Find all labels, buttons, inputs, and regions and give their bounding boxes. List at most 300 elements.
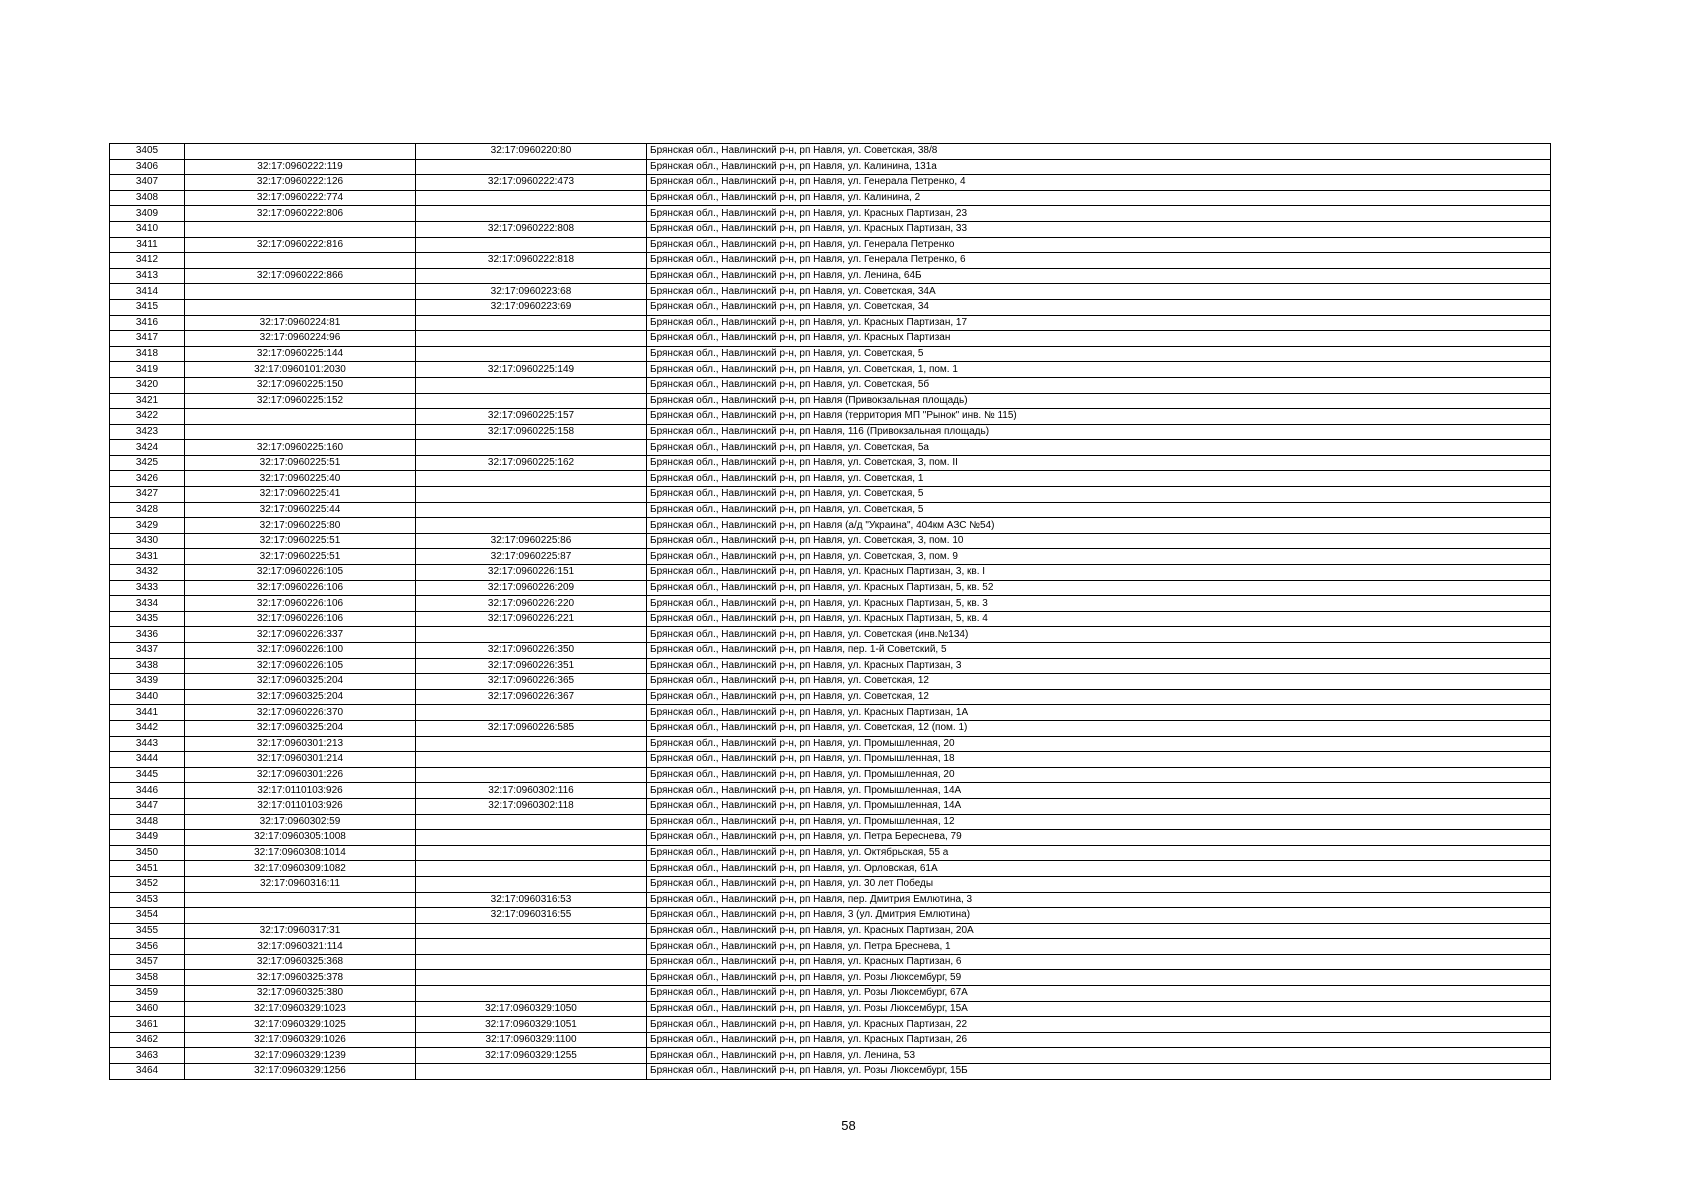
related-cadastral-number-cell <box>416 861 647 877</box>
row-number-cell: 3421 <box>110 393 185 409</box>
related-cadastral-number-cell: 32:17:0960329:1255 <box>416 1048 647 1064</box>
row-number-cell: 3449 <box>110 830 185 846</box>
cadastral-number-cell: 32:17:0960226:106 <box>185 580 416 596</box>
related-cadastral-number-cell <box>416 1064 647 1080</box>
table-row <box>110 315 1551 331</box>
property-table-body <box>110 144 1551 1080</box>
table-row <box>110 658 1551 674</box>
cadastral-number-cell <box>185 144 416 160</box>
address-cell: Брянская обл., Навлинский р-н, рп Навля, ул. Советская, 5б <box>647 377 1551 393</box>
address-cell: Брянская обл., Навлинский р-н, рп Навля, ул. Красных Партизан, 20А <box>647 923 1551 939</box>
table-row <box>110 487 1551 503</box>
table-row <box>110 830 1551 846</box>
table-row <box>110 409 1551 425</box>
cadastral-number-cell: 32:17:0960225:44 <box>185 502 416 518</box>
address-cell: Брянская обл., Навлинский р-н, рп Навля, ул. 30 лет Победы <box>647 876 1551 892</box>
related-cadastral-number-cell: 32:17:0960226:151 <box>416 565 647 581</box>
cadastral-number-cell: 32:17:0960329:1026 <box>185 1032 416 1048</box>
table-row <box>110 643 1551 659</box>
address-cell: Брянская обл., Навлинский р-н, рп Навля, ул. Советская, 5 <box>647 502 1551 518</box>
related-cadastral-number-cell: 32:17:0960316:55 <box>416 908 647 924</box>
table-row <box>110 377 1551 393</box>
related-cadastral-number-cell <box>416 331 647 347</box>
cadastral-number-cell: 32:17:0960329:1023 <box>185 1001 416 1017</box>
row-number-cell: 3412 <box>110 253 185 269</box>
related-cadastral-number-cell: 32:17:0960225:157 <box>416 409 647 425</box>
row-number-cell: 3439 <box>110 674 185 690</box>
row-number-cell: 3431 <box>110 549 185 565</box>
cadastral-number-cell: 32:17:0960222:866 <box>185 268 416 284</box>
address-cell: Брянская обл., Навлинский р-н, рп Навля, ул. Советская, 38/8 <box>647 144 1551 160</box>
address-cell: Брянская обл., Навлинский р-н, рп Навля, ул. Советская, 5 <box>647 487 1551 503</box>
row-number-cell: 3427 <box>110 487 185 503</box>
table-row <box>110 190 1551 206</box>
cadastral-number-cell: 32:17:0960308:1014 <box>185 845 416 861</box>
cadastral-number-cell: 32:17:0960302:59 <box>185 814 416 830</box>
related-cadastral-number-cell: 32:17:0960329:1050 <box>416 1001 647 1017</box>
row-number-cell: 3418 <box>110 346 185 362</box>
related-cadastral-number-cell <box>416 377 647 393</box>
cadastral-number-cell: 32:17:0960224:81 <box>185 315 416 331</box>
address-cell: Брянская обл., Навлинский р-н, рп Навля, ул. Советская, 12 (пом. 1) <box>647 720 1551 736</box>
table-row <box>110 253 1551 269</box>
related-cadastral-number-cell <box>416 845 647 861</box>
related-cadastral-number-cell: 32:17:0960316:53 <box>416 892 647 908</box>
row-number-cell: 3432 <box>110 565 185 581</box>
cadastral-number-cell: 32:17:0110103:926 <box>185 783 416 799</box>
cadastral-number-cell: 32:17:0960225:41 <box>185 487 416 503</box>
table-row <box>110 939 1551 955</box>
address-cell: Брянская обл., Навлинский р-н, рп Навля, пер. 1-й Советский, 5 <box>647 643 1551 659</box>
row-number-cell: 3455 <box>110 923 185 939</box>
address-cell: Брянская обл., Навлинский р-н, рп Навля, ул. Советская, 12 <box>647 674 1551 690</box>
table-row <box>110 518 1551 534</box>
related-cadastral-number-cell: 32:17:0960222:808 <box>416 221 647 237</box>
table-row <box>110 923 1551 939</box>
table-row <box>110 221 1551 237</box>
table-row <box>110 549 1551 565</box>
table-row <box>110 611 1551 627</box>
row-number-cell: 3405 <box>110 144 185 160</box>
cadastral-number-cell: 32:17:0960225:144 <box>185 346 416 362</box>
table-row <box>110 533 1551 549</box>
table-row <box>110 175 1551 191</box>
row-number-cell: 3407 <box>110 175 185 191</box>
row-number-cell: 3410 <box>110 221 185 237</box>
related-cadastral-number-cell <box>416 237 647 253</box>
table-row <box>110 814 1551 830</box>
cadastral-number-cell: 32:17:0960226:100 <box>185 643 416 659</box>
cadastral-number-cell <box>185 908 416 924</box>
cadastral-number-cell: 32:17:0960225:152 <box>185 393 416 409</box>
row-number-cell: 3416 <box>110 315 185 331</box>
cadastral-number-cell <box>185 253 416 269</box>
cadastral-number-cell: 32:17:0960325:368 <box>185 954 416 970</box>
cadastral-number-cell <box>185 892 416 908</box>
table-row <box>110 502 1551 518</box>
row-number-cell: 3445 <box>110 767 185 783</box>
address-cell: Брянская обл., Навлинский р-н, рп Навля, ул. Промышленная, 12 <box>647 814 1551 830</box>
row-number-cell: 3419 <box>110 362 185 378</box>
table-row <box>110 705 1551 721</box>
cadastral-number-cell: 32:17:0960325:204 <box>185 720 416 736</box>
table-row <box>110 596 1551 612</box>
table-row <box>110 268 1551 284</box>
address-cell: Брянская обл., Навлинский р-н, рп Навля, ул. Калинина, 2 <box>647 190 1551 206</box>
related-cadastral-number-cell: 32:17:0960223:68 <box>416 284 647 300</box>
row-number-cell: 3413 <box>110 268 185 284</box>
table-row <box>110 440 1551 456</box>
address-cell: Брянская обл., Навлинский р-н, рп Навля, ул. Промышленная, 20 <box>647 767 1551 783</box>
address-cell: Брянская обл., Навлинский р-н, рп Навля, ул. Красных Партизан, 6 <box>647 954 1551 970</box>
cadastral-number-cell: 32:17:0960226:370 <box>185 705 416 721</box>
related-cadastral-number-cell <box>416 752 647 768</box>
related-cadastral-number-cell: 32:17:0960226:209 <box>416 580 647 596</box>
cadastral-number-cell: 32:17:0960316:11 <box>185 876 416 892</box>
cadastral-number-cell: 32:17:0960225:40 <box>185 471 416 487</box>
related-cadastral-number-cell: 32:17:0960225:86 <box>416 533 647 549</box>
cadastral-number-cell: 32:17:0960225:51 <box>185 455 416 471</box>
address-cell: Брянская обл., Навлинский р-н, рп Навля, ул. Октябрьская, 55 а <box>647 845 1551 861</box>
related-cadastral-number-cell: 32:17:0960225:162 <box>416 455 647 471</box>
address-cell: Брянская обл., Навлинский р-н, рп Навля, ул. Промышленная, 14А <box>647 783 1551 799</box>
address-cell: Брянская обл., Навлинский р-н, рп Навля, ул. Советская, 3, пом. II <box>647 455 1551 471</box>
address-cell: Брянская обл., Навлинский р-н, рп Навля, ул. Ленина, 53 <box>647 1048 1551 1064</box>
cadastral-number-cell: 32:17:0960329:1239 <box>185 1048 416 1064</box>
related-cadastral-number-cell <box>416 315 647 331</box>
related-cadastral-number-cell: 32:17:0960302:116 <box>416 783 647 799</box>
row-number-cell: 3423 <box>110 424 185 440</box>
row-number-cell: 3456 <box>110 939 185 955</box>
row-number-cell: 3415 <box>110 299 185 315</box>
row-number-cell: 3454 <box>110 908 185 924</box>
row-number-cell: 3437 <box>110 643 185 659</box>
address-cell: Брянская обл., Навлинский р-н, рп Навля, ул. Советская, 34 <box>647 299 1551 315</box>
related-cadastral-number-cell <box>416 440 647 456</box>
table-row <box>110 455 1551 471</box>
table-row <box>110 892 1551 908</box>
address-cell: Брянская обл., Навлинский р-н, рп Навля (а/д "Украина", 404км АЗС №54) <box>647 518 1551 534</box>
related-cadastral-number-cell: 32:17:0960302:118 <box>416 798 647 814</box>
table-row <box>110 752 1551 768</box>
row-number-cell: 3450 <box>110 845 185 861</box>
related-cadastral-number-cell <box>416 471 647 487</box>
table-row <box>110 674 1551 690</box>
related-cadastral-number-cell <box>416 830 647 846</box>
address-cell: Брянская обл., Навлинский р-н, рп Навля, ул. Советская (инв.№134) <box>647 627 1551 643</box>
row-number-cell: 3459 <box>110 986 185 1002</box>
related-cadastral-number-cell <box>416 346 647 362</box>
address-cell: Брянская обл., Навлинский р-н, рп Навля, ул. Ленина, 64Б <box>647 268 1551 284</box>
address-cell: Брянская обл., Навлинский р-н, рп Навля, 116 (Привокзальная площадь) <box>647 424 1551 440</box>
cadastral-number-cell: 32:17:0960329:1025 <box>185 1017 416 1033</box>
row-number-cell: 3425 <box>110 455 185 471</box>
related-cadastral-number-cell <box>416 518 647 534</box>
cadastral-number-cell <box>185 409 416 425</box>
table-row <box>110 331 1551 347</box>
address-cell: Брянская обл., Навлинский р-н, рп Навля, ул. Советская, 5а <box>647 440 1551 456</box>
table-row <box>110 1001 1551 1017</box>
row-number-cell: 3448 <box>110 814 185 830</box>
table-row <box>110 393 1551 409</box>
address-cell: Брянская обл., Навлинский р-н, рп Навля, ул. Красных Партизан, 23 <box>647 206 1551 222</box>
row-number-cell: 3435 <box>110 611 185 627</box>
related-cadastral-number-cell: 32:17:0960226:365 <box>416 674 647 690</box>
table-row <box>110 767 1551 783</box>
cadastral-number-cell: 32:17:0960101:2030 <box>185 362 416 378</box>
row-number-cell: 3414 <box>110 284 185 300</box>
row-number-cell: 3408 <box>110 190 185 206</box>
row-number-cell: 3446 <box>110 783 185 799</box>
row-number-cell: 3420 <box>110 377 185 393</box>
row-number-cell: 3441 <box>110 705 185 721</box>
table-row <box>110 237 1551 253</box>
related-cadastral-number-cell <box>416 876 647 892</box>
table-row <box>110 346 1551 362</box>
related-cadastral-number-cell <box>416 954 647 970</box>
row-number-cell: 3417 <box>110 331 185 347</box>
address-cell: Брянская обл., Навлинский р-н, рп Навля, ул. Петра Береснева, 79 <box>647 830 1551 846</box>
related-cadastral-number-cell <box>416 767 647 783</box>
table-row <box>110 798 1551 814</box>
address-cell: Брянская обл., Навлинский р-н, рп Навля, ул. Советская, 3, пом. 9 <box>647 549 1551 565</box>
address-cell: Брянская обл., Навлинский р-н, рп Навля, ул. Розы Люксембург, 15Б <box>647 1064 1551 1080</box>
cadastral-number-cell: 32:17:0960225:51 <box>185 533 416 549</box>
related-cadastral-number-cell <box>416 502 647 518</box>
related-cadastral-number-cell <box>416 190 647 206</box>
related-cadastral-number-cell <box>416 939 647 955</box>
related-cadastral-number-cell: 32:17:0960226:350 <box>416 643 647 659</box>
cadastral-number-cell: 32:17:0960309:1082 <box>185 861 416 877</box>
related-cadastral-number-cell: 32:17:0960226:585 <box>416 720 647 736</box>
table-row <box>110 144 1551 160</box>
row-number-cell: 3458 <box>110 970 185 986</box>
address-cell: Брянская обл., Навлинский р-н, рп Навля, ул. Красных Партизан, 22 <box>647 1017 1551 1033</box>
row-number-cell: 3440 <box>110 689 185 705</box>
address-cell: Брянская обл., Навлинский р-н, рп Навля, ул. Красных Партизан <box>647 331 1551 347</box>
table-row <box>110 908 1551 924</box>
page-number: 58 <box>841 1118 856 1133</box>
address-cell: Брянская обл., Навлинский р-н, рп Навля, ул. Розы Люксембург, 59 <box>647 970 1551 986</box>
address-cell: Брянская обл., Навлинский р-н, рп Навля, ул. Промышленная, 20 <box>647 736 1551 752</box>
related-cadastral-number-cell: 32:17:0960222:818 <box>416 253 647 269</box>
cadastral-number-cell: 32:17:0960325:378 <box>185 970 416 986</box>
cadastral-number-cell: 32:17:0960225:160 <box>185 440 416 456</box>
cadastral-number-cell: 32:17:0960224:96 <box>185 331 416 347</box>
related-cadastral-number-cell: 32:17:0960329:1051 <box>416 1017 647 1033</box>
address-cell: Брянская обл., Навлинский р-н, рп Навля, пер. Дмитрия Емлютина, 3 <box>647 892 1551 908</box>
cadastral-number-cell: 32:17:0960325:380 <box>185 986 416 1002</box>
related-cadastral-number-cell: 32:17:0960225:87 <box>416 549 647 565</box>
cadastral-number-cell: 32:17:0960325:204 <box>185 674 416 690</box>
row-number-cell: 3409 <box>110 206 185 222</box>
address-cell: Брянская обл., Навлинский р-н, рп Навля, ул. Красных Партизан, 26 <box>647 1032 1551 1048</box>
row-number-cell: 3406 <box>110 159 185 175</box>
table-row <box>110 299 1551 315</box>
table-row <box>110 970 1551 986</box>
address-cell: Брянская обл., Навлинский р-н, рп Навля, ул. Петра Бреснева, 1 <box>647 939 1551 955</box>
table-row <box>110 1064 1551 1080</box>
table-row <box>110 689 1551 705</box>
table-row <box>110 1017 1551 1033</box>
cadastral-number-cell: 32:17:0960225:80 <box>185 518 416 534</box>
cadastral-number-cell <box>185 284 416 300</box>
row-number-cell: 3457 <box>110 954 185 970</box>
table-row <box>110 986 1551 1002</box>
related-cadastral-number-cell: 32:17:0960223:69 <box>416 299 647 315</box>
address-cell: Брянская обл., Навлинский р-н, рп Навля, ул. Советская, 12 <box>647 689 1551 705</box>
cadastral-number-cell: 32:17:0960317:31 <box>185 923 416 939</box>
address-cell: Брянская обл., Навлинский р-н, рп Навля, ул. Генерала Петренко, 6 <box>647 253 1551 269</box>
address-cell: Брянская обл., Навлинский р-н, рп Навля, ул. Промышленная, 14А <box>647 798 1551 814</box>
related-cadastral-number-cell <box>416 268 647 284</box>
cadastral-number-cell: 32:17:0960226:337 <box>185 627 416 643</box>
address-cell: Брянская обл., Навлинский р-н, рп Навля, ул. Генерала Петренко, 4 <box>647 175 1551 191</box>
row-number-cell: 3424 <box>110 440 185 456</box>
row-number-cell: 3430 <box>110 533 185 549</box>
row-number-cell: 3434 <box>110 596 185 612</box>
row-number-cell: 3460 <box>110 1001 185 1017</box>
row-number-cell: 3438 <box>110 658 185 674</box>
related-cadastral-number-cell <box>416 627 647 643</box>
cadastral-number-cell: 32:17:0960226:106 <box>185 611 416 627</box>
row-number-cell: 3462 <box>110 1032 185 1048</box>
related-cadastral-number-cell: 32:17:0960222:473 <box>416 175 647 191</box>
row-number-cell: 3453 <box>110 892 185 908</box>
address-cell: Брянская обл., Навлинский р-н, рп Навля, ул. Орловская, 61А <box>647 861 1551 877</box>
cadastral-number-cell: 32:17:0960225:51 <box>185 549 416 565</box>
table-row <box>110 720 1551 736</box>
cadastral-number-cell: 32:17:0960301:226 <box>185 767 416 783</box>
related-cadastral-number-cell <box>416 705 647 721</box>
row-number-cell: 3451 <box>110 861 185 877</box>
table-row <box>110 580 1551 596</box>
related-cadastral-number-cell: 32:17:0960226:221 <box>416 611 647 627</box>
address-cell: Брянская обл., Навлинский р-н, рп Навля, ул. Красных Партизан, 3 <box>647 658 1551 674</box>
row-number-cell: 3433 <box>110 580 185 596</box>
cadastral-number-cell: 32:17:0960321:114 <box>185 939 416 955</box>
cadastral-number-cell: 32:17:0960222:774 <box>185 190 416 206</box>
address-cell: Брянская обл., Навлинский р-н, рп Навля, ул. Советская, 1, пом. 1 <box>647 362 1551 378</box>
address-cell: Брянская обл., Навлинский р-н, рп Навля, ул. Советская, 1 <box>647 471 1551 487</box>
cadastral-number-cell: 32:17:0960222:119 <box>185 159 416 175</box>
address-cell: Брянская обл., Навлинский р-н, рп Навля, ул. Промышленная, 18 <box>647 752 1551 768</box>
cadastral-number-cell <box>185 221 416 237</box>
row-number-cell: 3463 <box>110 1048 185 1064</box>
table-row <box>110 471 1551 487</box>
cadastral-number-cell: 32:17:0960226:105 <box>185 565 416 581</box>
address-cell: Брянская обл., Навлинский р-н, рп Навля (территория МП "Рынок" инв. № 115) <box>647 409 1551 425</box>
address-cell: Брянская обл., Навлинский р-н, рп Навля, ул. Красных Партизан, 3, кв. I <box>647 565 1551 581</box>
cadastral-number-cell: 32:17:0960225:150 <box>185 377 416 393</box>
row-number-cell: 3461 <box>110 1017 185 1033</box>
address-cell: Брянская обл., Навлинский р-н, рп Навля, 3 (ул. Дмитрия Емлютина) <box>647 908 1551 924</box>
table-row <box>110 954 1551 970</box>
table-row <box>110 284 1551 300</box>
related-cadastral-number-cell: 32:17:0960226:351 <box>416 658 647 674</box>
cadastral-number-cell <box>185 299 416 315</box>
table-row <box>110 876 1551 892</box>
row-number-cell: 3443 <box>110 736 185 752</box>
related-cadastral-number-cell: 32:17:0960220:80 <box>416 144 647 160</box>
cadastral-number-cell: 32:17:0110103:926 <box>185 798 416 814</box>
table-row <box>110 627 1551 643</box>
related-cadastral-number-cell <box>416 986 647 1002</box>
row-number-cell: 3447 <box>110 798 185 814</box>
table-row <box>110 861 1551 877</box>
related-cadastral-number-cell <box>416 814 647 830</box>
related-cadastral-number-cell <box>416 159 647 175</box>
row-number-cell: 3452 <box>110 876 185 892</box>
related-cadastral-number-cell: 32:17:0960226:367 <box>416 689 647 705</box>
table-row <box>110 362 1551 378</box>
table-row <box>110 1032 1551 1048</box>
cadastral-number-cell: 32:17:0960325:204 <box>185 689 416 705</box>
cadastral-number-cell: 32:17:0960226:106 <box>185 596 416 612</box>
cadastral-number-cell: 32:17:0960226:105 <box>185 658 416 674</box>
cadastral-number-cell: 32:17:0960301:213 <box>185 736 416 752</box>
property-table <box>109 143 1551 1080</box>
row-number-cell: 3428 <box>110 502 185 518</box>
row-number-cell: 3444 <box>110 752 185 768</box>
related-cadastral-number-cell <box>416 970 647 986</box>
address-cell: Брянская обл., Навлинский р-н, рп Навля, ул. Красных Партизан, 17 <box>647 315 1551 331</box>
address-cell: Брянская обл., Навлинский р-н, рп Навля, ул. Калинина, 131а <box>647 159 1551 175</box>
address-cell: Брянская обл., Навлинский р-н, рп Навля, ул. Розы Люксембург, 15А <box>647 1001 1551 1017</box>
cadastral-number-cell: 32:17:0960305:1008 <box>185 830 416 846</box>
related-cadastral-number-cell <box>416 393 647 409</box>
row-number-cell: 3442 <box>110 720 185 736</box>
table-row <box>110 565 1551 581</box>
address-cell: Брянская обл., Навлинский р-н, рп Навля, ул. Генерала Петренко <box>647 237 1551 253</box>
table-row <box>110 159 1551 175</box>
related-cadastral-number-cell <box>416 487 647 503</box>
address-cell: Брянская обл., Навлинский р-н, рп Навля, ул. Советская, 3, пом. 10 <box>647 533 1551 549</box>
related-cadastral-number-cell <box>416 923 647 939</box>
table-row <box>110 206 1551 222</box>
table-row <box>110 845 1551 861</box>
related-cadastral-number-cell: 32:17:0960225:158 <box>416 424 647 440</box>
address-cell: Брянская обл., Навлинский р-н, рп Навля, ул. Красных Партизан, 33 <box>647 221 1551 237</box>
row-number-cell: 3426 <box>110 471 185 487</box>
cadastral-number-cell <box>185 424 416 440</box>
address-cell: Брянская обл., Навлинский р-н, рп Навля, ул. Красных Партизан, 5, кв. 52 <box>647 580 1551 596</box>
cadastral-number-cell: 32:17:0960222:126 <box>185 175 416 191</box>
row-number-cell: 3464 <box>110 1064 185 1080</box>
address-cell: Брянская обл., Навлинский р-н, рп Навля (Привокзальная площадь) <box>647 393 1551 409</box>
cadastral-number-cell: 32:17:0960222:806 <box>185 206 416 222</box>
cadastral-number-cell: 32:17:0960222:816 <box>185 237 416 253</box>
related-cadastral-number-cell: 32:17:0960226:220 <box>416 596 647 612</box>
address-cell: Брянская обл., Навлинский р-н, рп Навля, ул. Красных Партизан, 5, кв. 4 <box>647 611 1551 627</box>
address-cell: Брянская обл., Навлинский р-н, рп Навля, ул. Красных Партизан, 5, кв. 3 <box>647 596 1551 612</box>
related-cadastral-number-cell <box>416 736 647 752</box>
related-cadastral-number-cell <box>416 206 647 222</box>
row-number-cell: 3436 <box>110 627 185 643</box>
row-number-cell: 3429 <box>110 518 185 534</box>
row-number-cell: 3422 <box>110 409 185 425</box>
row-number-cell: 3411 <box>110 237 185 253</box>
related-cadastral-number-cell: 32:17:0960329:1100 <box>416 1032 647 1048</box>
address-cell: Брянская обл., Навлинский р-н, рп Навля, ул. Советская, 5 <box>647 346 1551 362</box>
address-cell: Брянская обл., Навлинский р-н, рп Навля, ул. Советская, 34А <box>647 284 1551 300</box>
table-row <box>110 783 1551 799</box>
address-cell: Брянская обл., Навлинский р-н, рп Навля, ул. Розы Люксембург, 67А <box>647 986 1551 1002</box>
table-row <box>110 1048 1551 1064</box>
table-row <box>110 736 1551 752</box>
address-cell: Брянская обл., Навлинский р-н, рп Навля, ул. Красных Партизан, 1А <box>647 705 1551 721</box>
table-row <box>110 424 1551 440</box>
